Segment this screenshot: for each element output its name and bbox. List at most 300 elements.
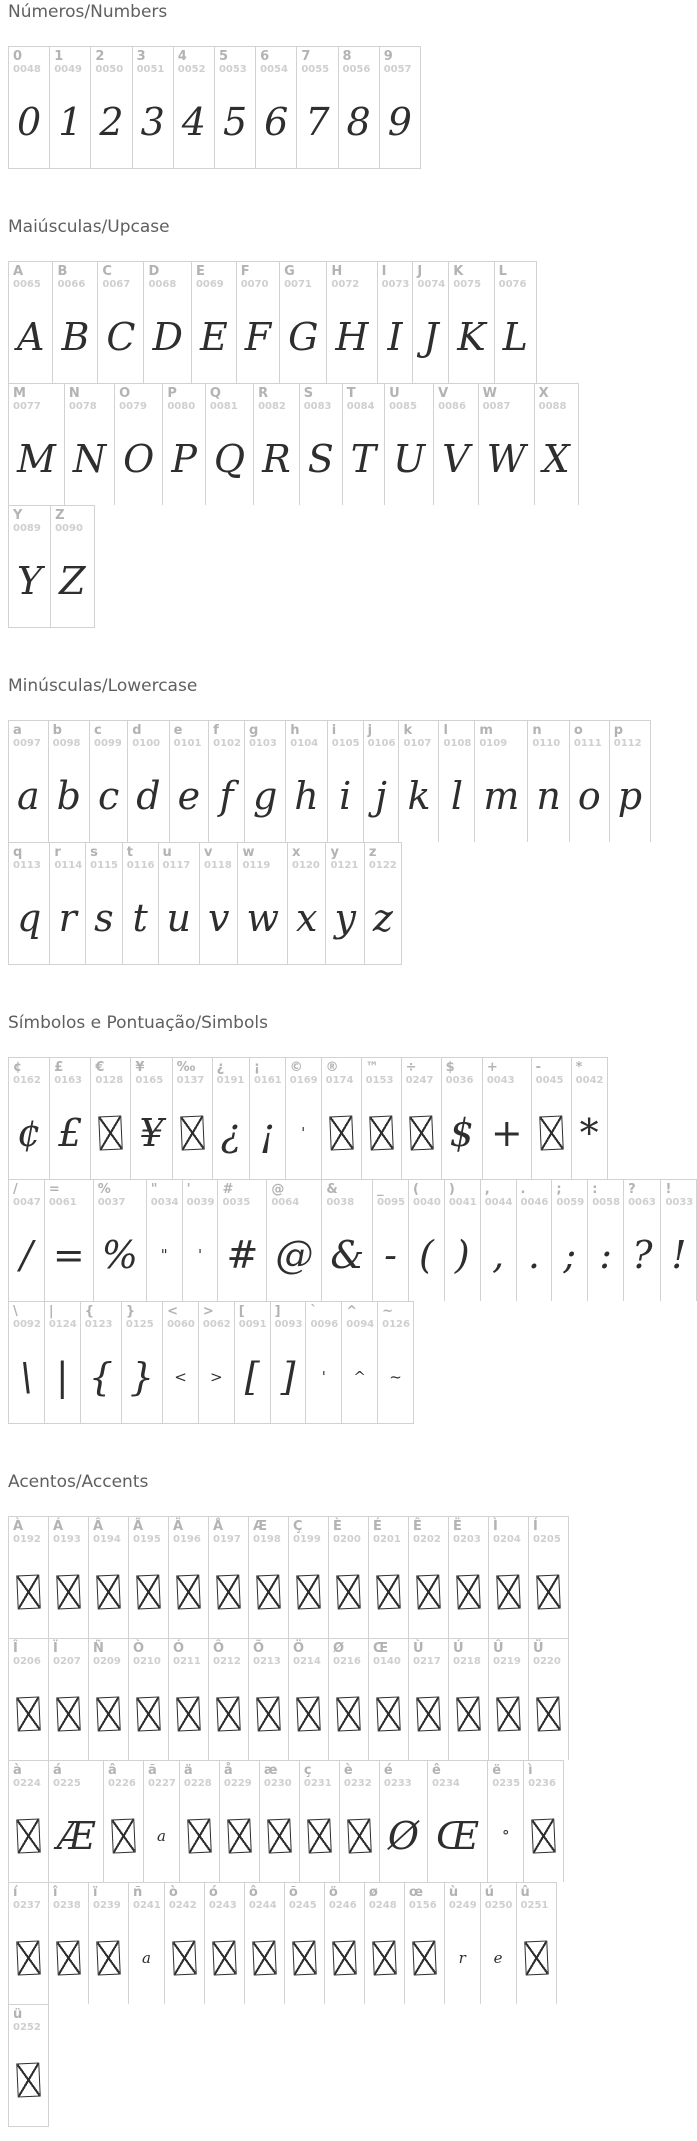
glyph-preview: g xyxy=(252,774,278,818)
missing-glyph-icon xyxy=(456,1575,480,1610)
glyph-cell xyxy=(660,1180,697,1301)
char-label: ! xyxy=(665,1182,672,1197)
glyph-preview: G xyxy=(288,315,319,359)
unicode-label: 0218 xyxy=(453,1656,481,1667)
unicode-label: 0233 xyxy=(383,1778,412,1789)
glyph-cell xyxy=(182,1180,218,1301)
cell-header xyxy=(409,1517,448,1552)
missing-glyph-icon xyxy=(536,1575,560,1610)
char-label: Z xyxy=(55,508,65,523)
glyph-preview: b xyxy=(56,774,81,818)
glyph-cell xyxy=(444,1180,480,1301)
char-label: Ü xyxy=(533,1641,544,1656)
cell-header xyxy=(532,1058,571,1093)
cell-header xyxy=(449,1639,488,1674)
cell-header xyxy=(325,1883,364,1918)
glyph-preview: \ xyxy=(20,1355,33,1399)
glyph-cell xyxy=(8,1180,44,1301)
glyph-preview: j xyxy=(375,774,387,818)
unicode-label: 0249 xyxy=(448,1900,477,1911)
cell-header xyxy=(159,843,199,878)
glyph-preview: n xyxy=(536,774,561,818)
glyph-cell xyxy=(172,1058,212,1179)
cell-header xyxy=(322,1058,361,1093)
char-label: Ç xyxy=(293,1519,303,1534)
char-label: 7 xyxy=(301,49,311,64)
glyph-cell xyxy=(49,1058,90,1179)
char-label: ¿ xyxy=(216,1060,225,1075)
char-label: t xyxy=(126,845,133,860)
glyph-preview: ~ xyxy=(389,1367,402,1386)
unicode-label: 0229 xyxy=(223,1778,252,1789)
char-label: Ö xyxy=(293,1641,305,1656)
section-accents xyxy=(8,1472,653,2127)
unicode-label: 0083 xyxy=(303,401,332,412)
cell-header xyxy=(364,721,399,756)
glyph-preview xyxy=(104,1796,143,1882)
glyph-preview xyxy=(249,1674,288,1760)
glyph-cell xyxy=(342,384,384,505)
char-label: ~ xyxy=(382,1304,394,1319)
glyph-cell xyxy=(8,843,49,964)
unicode-label: 0097 xyxy=(13,738,41,749)
glyph-preview xyxy=(340,1796,379,1882)
unicode-label: 0121 xyxy=(330,860,359,871)
unicode-label: 0038 xyxy=(326,1197,355,1208)
section-lowercase xyxy=(8,676,653,965)
cell-header xyxy=(209,1517,248,1552)
glyph-preview: a xyxy=(17,774,40,818)
glyph-cell xyxy=(88,1639,128,1760)
glyph-cell xyxy=(169,721,209,842)
glyph-preview: £ xyxy=(58,1111,83,1155)
glyph-preview: C xyxy=(106,315,136,359)
char-label: k xyxy=(403,723,413,738)
cell-header xyxy=(439,721,474,756)
cell-header xyxy=(362,1058,401,1093)
unicode-label: 0117 xyxy=(162,860,191,871)
char-label: Ù xyxy=(413,1641,424,1656)
glyph-row xyxy=(8,1638,569,1760)
unicode-label: 0120 xyxy=(292,860,320,871)
missing-glyph-icon xyxy=(329,1116,353,1151)
glyph-preview: + xyxy=(490,1111,523,1155)
glyph-row xyxy=(8,1760,564,1882)
cell-header xyxy=(289,1639,328,1674)
glyph-cell xyxy=(198,1302,234,1423)
cell-header xyxy=(365,1883,404,1918)
missing-glyph-icon xyxy=(256,1697,280,1732)
unicode-label: 0205 xyxy=(533,1534,561,1545)
unicode-label: 0099 xyxy=(93,738,122,749)
glyph-preview xyxy=(173,1093,212,1179)
glyph-preview: v xyxy=(208,896,230,940)
cell-header xyxy=(413,262,448,297)
unicode-label: 0095 xyxy=(377,1197,405,1208)
char-label: M xyxy=(13,386,26,401)
glyph-preview xyxy=(285,1918,324,2004)
unicode-label: 0059 xyxy=(556,1197,585,1208)
glyph-cell xyxy=(168,1517,208,1638)
unicode-label: 0058 xyxy=(592,1197,621,1208)
unicode-label: 0165 xyxy=(135,1075,164,1086)
cell-header xyxy=(49,721,89,756)
char-label: 9 xyxy=(383,49,393,64)
glyph-preview xyxy=(249,1552,288,1638)
glyph-cell xyxy=(50,506,94,627)
cell-header xyxy=(129,1883,164,1918)
cell-header xyxy=(89,1639,128,1674)
glyph-cell xyxy=(191,262,236,383)
glyph-preview: ¥ xyxy=(139,1111,164,1155)
cell-header xyxy=(147,1180,182,1215)
glyph-preview: B xyxy=(61,315,90,359)
glyph-cell xyxy=(299,1761,339,1882)
cell-header xyxy=(380,47,420,82)
missing-glyph-icon xyxy=(212,1941,236,1976)
glyph-preview xyxy=(129,1552,168,1638)
glyph-cell xyxy=(44,1180,93,1301)
cell-header xyxy=(365,843,401,878)
glyph-cell xyxy=(88,1883,128,2004)
cell-header xyxy=(131,1058,171,1093)
glyph-preview: D xyxy=(152,315,183,359)
glyph-preview: ' xyxy=(321,1367,326,1386)
unicode-label: 0091 xyxy=(238,1319,267,1330)
glyph-preview: S xyxy=(307,437,334,481)
glyph-preview xyxy=(49,1918,88,2004)
char-label: V xyxy=(438,386,449,401)
glyph-cell xyxy=(398,721,438,842)
glyph-cell xyxy=(90,47,131,168)
glyph-row xyxy=(8,720,651,842)
unicode-label: 0234 xyxy=(432,1778,460,1789)
glyph-cell xyxy=(173,47,214,168)
cell-header xyxy=(624,1180,660,1215)
char-label: ¡ xyxy=(253,1060,260,1075)
unicode-label: 0065 xyxy=(13,279,41,290)
char-label: 3 xyxy=(136,49,146,64)
unicode-label: 0081 xyxy=(209,401,238,412)
glyph-cell xyxy=(143,262,190,383)
unicode-label: 0230 xyxy=(263,1778,292,1789)
unicode-label: 0102 xyxy=(213,738,241,749)
cell-header xyxy=(9,843,49,878)
glyph-preview: Z xyxy=(59,559,86,603)
glyph-cell xyxy=(523,1761,564,1882)
glyph-preview: ] xyxy=(280,1355,296,1399)
glyph-cell xyxy=(244,1883,284,2004)
missing-glyph-icon xyxy=(376,1575,400,1610)
char-label: C xyxy=(102,264,112,279)
glyph-preview xyxy=(89,1918,128,2004)
char-label: á xyxy=(53,1763,62,1778)
glyph-preview xyxy=(49,1674,88,1760)
unicode-label: 0116 xyxy=(126,860,155,871)
glyph-cell xyxy=(324,1883,364,2004)
glyph-preview: ' xyxy=(301,1123,306,1142)
cell-header xyxy=(489,1517,528,1552)
cell-header xyxy=(9,1761,48,1796)
glyph-cell xyxy=(219,1761,259,1882)
missing-glyph-icon xyxy=(372,1941,396,1976)
cell-header xyxy=(206,384,253,419)
cell-header xyxy=(49,1761,103,1796)
unicode-label: 0110 xyxy=(532,738,561,749)
char-label: ù xyxy=(448,1885,459,1900)
cell-header xyxy=(254,384,299,419)
cell-header xyxy=(245,1883,284,1918)
unicode-label: 0123 xyxy=(84,1319,113,1330)
glyph-cell xyxy=(255,47,296,168)
cell-header xyxy=(98,262,143,297)
missing-glyph-icon xyxy=(536,1697,560,1732)
glyph-preview: f xyxy=(219,774,234,818)
glyph-cell xyxy=(379,47,421,168)
glyph-cell xyxy=(80,1302,121,1423)
char-label: a xyxy=(13,723,22,738)
glyph-preview: y xyxy=(334,896,356,940)
glyph-cell xyxy=(321,1180,372,1301)
glyph-preview xyxy=(449,1674,488,1760)
unicode-label: 0076 xyxy=(498,279,527,290)
glyph-preview: A xyxy=(17,315,45,359)
glyph-cell xyxy=(253,384,299,505)
unicode-label: 0161 xyxy=(253,1075,282,1086)
char-label: l xyxy=(443,723,448,738)
unicode-label: 0035 xyxy=(222,1197,251,1208)
missing-glyph-icon xyxy=(409,1116,433,1151)
missing-glyph-icon xyxy=(16,1575,40,1610)
cell-header xyxy=(49,1639,88,1674)
char-label: m xyxy=(479,723,493,738)
unicode-label: 0043 xyxy=(486,1075,515,1086)
glyph-preview: T xyxy=(350,437,377,481)
glyph-preview xyxy=(449,1552,488,1638)
section-title: Minúsculas/Lowercase xyxy=(8,676,198,696)
unicode-label: 0042 xyxy=(575,1075,604,1086)
glyph-cell xyxy=(516,1180,552,1301)
cell-header xyxy=(481,1883,516,1918)
cell-header xyxy=(128,721,168,756)
glyph-row xyxy=(8,1179,697,1301)
cell-header xyxy=(289,1517,328,1552)
glyph-preview: 0 xyxy=(17,100,42,144)
unicode-label: 0041 xyxy=(448,1197,477,1208)
glyph-cell xyxy=(379,1761,427,1882)
unicode-label: 0196 xyxy=(173,1534,201,1545)
unicode-label: 0046 xyxy=(520,1197,549,1208)
char-label: ` xyxy=(310,1304,317,1319)
glyph-cell xyxy=(8,262,52,383)
glyph-preview xyxy=(322,1093,361,1179)
unicode-label: 0207 xyxy=(53,1656,81,1667)
char-label: b xyxy=(52,723,62,738)
unicode-label: 0239 xyxy=(93,1900,121,1911)
cell-header xyxy=(129,1639,168,1674)
missing-glyph-icon xyxy=(16,1697,40,1732)
glyph-cell xyxy=(296,47,337,168)
cell-header xyxy=(9,1883,48,1918)
glyph-preview: ! xyxy=(671,1233,687,1277)
glyph-preview: F xyxy=(244,315,272,359)
glyph-cell xyxy=(364,843,402,964)
cell-header xyxy=(481,1180,516,1215)
cell-header xyxy=(245,721,285,756)
unicode-label: 0224 xyxy=(13,1778,41,1789)
glyph-cell xyxy=(8,1883,48,2004)
glyph-cell xyxy=(412,262,448,383)
glyph-cell xyxy=(8,384,64,505)
cell-header xyxy=(45,1180,93,1215)
char-label: â xyxy=(108,1763,117,1778)
glyph-cell xyxy=(103,1761,143,1882)
cell-header xyxy=(209,721,244,756)
glyph-cell xyxy=(8,721,48,842)
glyph-cell xyxy=(321,1058,361,1179)
unicode-label: 0078 xyxy=(68,401,97,412)
glyph-cell xyxy=(288,1517,328,1638)
char-label: $ xyxy=(445,1060,455,1075)
glyph-cell xyxy=(128,1883,164,2004)
missing-glyph-icon xyxy=(296,1697,320,1732)
char-label: ( xyxy=(413,1182,419,1197)
cell-header xyxy=(86,843,122,878)
unicode-label: 0057 xyxy=(383,64,412,75)
glyph-cell xyxy=(248,1517,288,1638)
glyph-preview: a xyxy=(141,1948,151,1967)
cell-header xyxy=(267,1180,321,1215)
unicode-label: 0226 xyxy=(108,1778,136,1789)
char-label: Ñ xyxy=(93,1641,104,1656)
unicode-label: 0153 xyxy=(365,1075,394,1086)
glyph-cell xyxy=(97,262,143,383)
unicode-label: 0093 xyxy=(274,1319,303,1330)
missing-glyph-icon xyxy=(376,1697,400,1732)
glyph-cell xyxy=(217,1180,266,1301)
missing-glyph-icon xyxy=(531,1819,555,1854)
cell-header xyxy=(479,384,534,419)
missing-glyph-icon xyxy=(16,1819,40,1854)
glyph-cell xyxy=(368,1517,408,1638)
cell-header xyxy=(260,1761,299,1796)
cell-header xyxy=(552,1180,587,1215)
glyph-cell xyxy=(327,721,363,842)
char-label: å xyxy=(223,1763,233,1778)
glyph-preview xyxy=(209,1552,248,1638)
char-label: ¥ xyxy=(135,1060,145,1075)
char-label: c xyxy=(93,723,102,738)
glyph-preview: N xyxy=(72,437,107,481)
char-label: £ xyxy=(54,1060,64,1075)
cell-header xyxy=(144,262,190,297)
glyph-preview xyxy=(365,1918,404,2004)
unicode-label: 0103 xyxy=(248,738,277,749)
char-label: [ xyxy=(238,1304,245,1319)
glyph-preview: x xyxy=(296,896,318,940)
cell-header xyxy=(529,1517,568,1552)
char-label: É xyxy=(373,1519,382,1534)
glyph-cell xyxy=(285,721,326,842)
glyph-cell xyxy=(433,384,477,505)
cell-header xyxy=(9,2005,48,2040)
glyph-preview: t xyxy=(132,896,148,940)
cell-header xyxy=(9,721,48,756)
cell-header xyxy=(402,1058,441,1093)
cell-header xyxy=(297,47,337,82)
cell-header xyxy=(378,1302,413,1337)
unicode-label: 0069 xyxy=(195,279,224,290)
glyph-cell xyxy=(448,1517,488,1638)
char-label: r xyxy=(54,845,61,860)
glyph-cell xyxy=(338,47,379,168)
unicode-label: 0045 xyxy=(535,1075,564,1086)
cell-header xyxy=(449,262,493,297)
glyph-preview: } xyxy=(129,1355,155,1399)
cell-header xyxy=(369,1517,408,1552)
glyph-cell xyxy=(234,1302,270,1423)
glyph-cell xyxy=(93,1180,146,1301)
cell-header xyxy=(199,1302,234,1337)
char-label: I xyxy=(381,264,387,279)
cell-header xyxy=(271,1302,306,1337)
cell-header xyxy=(326,843,363,878)
unicode-label: 0211 xyxy=(173,1656,201,1667)
glyph-cell xyxy=(377,262,413,383)
glyph-preview xyxy=(329,1552,368,1638)
glyph-cell xyxy=(208,1517,248,1638)
cell-header xyxy=(235,1302,270,1337)
char-label: Ô xyxy=(213,1641,225,1656)
glyph-cell xyxy=(444,1883,480,2004)
char-label: h xyxy=(290,723,300,738)
char-label: ] xyxy=(274,1304,281,1319)
char-label: È xyxy=(333,1519,342,1534)
glyph-preview xyxy=(260,1796,299,1882)
missing-glyph-icon xyxy=(176,1697,200,1732)
cell-header xyxy=(405,1883,444,1918)
glyph-cell xyxy=(478,384,534,505)
char-label: v xyxy=(204,845,213,860)
glyph-cell xyxy=(372,1180,408,1301)
cell-header xyxy=(369,1639,408,1674)
cell-header xyxy=(570,721,609,756)
glyph-row xyxy=(8,1301,414,1424)
glyph-preview: U xyxy=(393,437,426,481)
glyph-cell xyxy=(179,1761,219,1882)
unicode-label: 0036 xyxy=(445,1075,474,1086)
char-label: _ xyxy=(377,1182,384,1197)
glyph-cell xyxy=(48,1517,88,1638)
cell-header xyxy=(50,47,90,82)
cell-header xyxy=(94,1180,146,1215)
char-label: & xyxy=(326,1182,338,1197)
unicode-label: 0075 xyxy=(453,279,482,290)
missing-glyph-icon xyxy=(456,1697,480,1732)
glyph-row xyxy=(8,261,537,383)
unicode-label: 0106 xyxy=(367,738,396,749)
unicode-label: 0209 xyxy=(93,1656,121,1667)
glyph-cell xyxy=(128,1517,168,1638)
unicode-label: 0062 xyxy=(202,1319,231,1330)
glyph-cell xyxy=(143,1761,179,1882)
missing-glyph-icon xyxy=(172,1941,196,1976)
char-label: Ï xyxy=(53,1641,58,1656)
glyph-cell xyxy=(528,1517,569,1638)
missing-glyph-icon xyxy=(539,1116,563,1151)
glyph-preview: R xyxy=(262,437,291,481)
glyph-preview xyxy=(409,1552,448,1638)
